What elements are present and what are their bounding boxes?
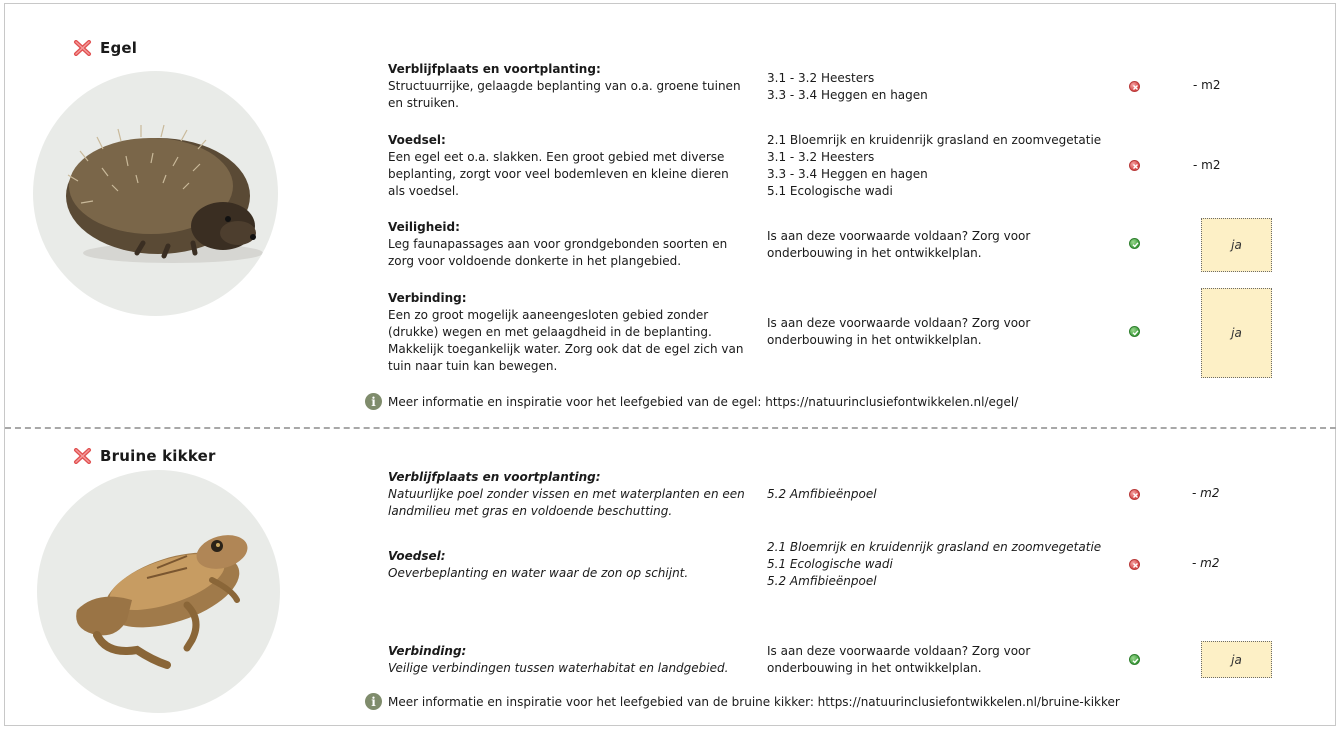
red-x-icon (73, 40, 92, 56)
info-text: Meer informatie en inspiratie voor het leefgebied van de bruine kikker: https://natuurinclusiefontwikkelen.nl/bruine-kikker (388, 694, 1120, 709)
fail-status-icon (1129, 559, 1140, 570)
fail-status-icon (1129, 81, 1140, 92)
confirmation-question: Is aan deze voorwaarde voldaan? Zorg voor onderbouwing in het ontwikkelplan. (767, 644, 1031, 675)
requirement-description: Structuurrijke, gelaagde beplanting van o.a. groene tuinen en struiken. (388, 79, 741, 110)
ok-status-icon (1129, 654, 1140, 665)
hedgehog-photo (33, 71, 278, 316)
habitat-item: 3.3 - 3.4 Heggen en hagen (767, 167, 928, 181)
species-header-egel (73, 39, 137, 57)
requirement-text (388, 643, 748, 677)
requirement-text (388, 61, 748, 112)
requirement-description: Leg faunapassages aan voor grondgebonden soorten en zorg voor voldoende donkerte in het plangebied. (388, 237, 728, 268)
habitat-list (767, 132, 1101, 200)
area-value: - m2 (1192, 486, 1220, 500)
info-row (365, 393, 1018, 410)
frog-photo (37, 470, 280, 713)
requirement-title: Verbinding: (388, 291, 467, 305)
requirement-title: Voedsel: (388, 133, 446, 147)
ok-status-icon (1129, 326, 1140, 337)
habitat-item: 5.2 Amfibieënpoel (767, 487, 877, 501)
requirement-text (388, 548, 748, 582)
requirement-description: Oeverbeplanting en water waar de zon op schijnt. (388, 566, 689, 580)
habitat-item: 3.3 - 3.4 Heggen en hagen (767, 88, 928, 102)
requirement-title: Voedsel: (388, 549, 446, 563)
answer-input[interactable]: ja (1201, 218, 1272, 272)
habitat-item: 5.2 Amfibieënpoel (767, 574, 877, 588)
requirement-description: Een egel eet o.a. slakken. Een groot gebied met diverse beplanting, zorgt voor veel bodemleven en kleine dieren als voedsel. (388, 150, 729, 198)
habitat-item: 2.1 Bloemrijk en kruidenrijk grasland en zoomvegetatie (767, 540, 1102, 554)
habitat-item: 3.1 - 3.2 Heesters (767, 71, 875, 85)
requirement-text (388, 469, 748, 520)
species-name: Bruine kikker (100, 447, 216, 465)
ok-status-icon (1129, 238, 1140, 249)
habitat-item: 3.1 - 3.2 Heesters (767, 150, 875, 164)
requirement-title: Veiligheid: (388, 220, 460, 234)
answer-input[interactable]: ja (1201, 288, 1272, 378)
requirement-text (388, 132, 748, 200)
red-x-icon (73, 448, 92, 464)
fail-status-icon (1129, 160, 1140, 171)
area-value: - m2 (1193, 78, 1221, 92)
requirement-description: Natuurlijke poel zonder vissen en met waterplanten en een landmilieu met gras en voldoende beschutting. (388, 487, 745, 518)
info-row (365, 693, 1120, 710)
species-header-bruine-kikker (73, 447, 216, 465)
habitat-item: 2.1 Bloemrijk en kruidenrijk grasland en zoomvegetatie (767, 133, 1102, 147)
info-text: Meer informatie en inspiratie voor het leefgebied van de egel: https://natuurinclusiefontwikkelen.nl/egel/ (388, 394, 1019, 409)
requirement-text (388, 219, 748, 270)
species-name: Egel (100, 39, 138, 57)
confirmation-question: Is aan deze voorwaarde voldaan? Zorg voor onderbouwing in het ontwikkelplan. (767, 229, 1031, 260)
requirement-title: Verblijfplaats en voortplanting: (388, 62, 601, 76)
habitat-list (767, 70, 928, 104)
area-value: - m2 (1193, 158, 1221, 172)
requirement-title: Verblijfplaats en voortplanting: (388, 470, 601, 484)
confirmation-question: Is aan deze voorwaarde voldaan? Zorg voor onderbouwing in het ontwikkelplan. (767, 316, 1031, 347)
info-icon: i (365, 393, 382, 410)
habitat-item: 5.1 Ecologische wadi (767, 557, 893, 571)
requirement-title: Verbinding: (388, 644, 467, 658)
requirement-description: Veilige verbindingen tussen waterhabitat en landgebied. (388, 661, 729, 675)
requirement-text (388, 290, 748, 375)
habitat-list (767, 539, 1101, 590)
habitat-item: 5.1 Ecologische wadi (767, 184, 893, 198)
section-divider (5, 427, 1336, 429)
area-value: - m2 (1192, 556, 1220, 570)
info-icon: i (365, 693, 382, 710)
requirement-description: Een zo groot mogelijk aaneengesloten gebied zonder (drukke) wegen en met gelaagdheid in de beplanting. Makkelijk toegankelijk water. Zorg ook dat de egel zich van tuin naar tuin kan bewegen. (388, 308, 744, 373)
answer-input[interactable]: ja (1201, 641, 1272, 678)
habitat-list (767, 486, 877, 503)
fail-status-icon (1129, 489, 1140, 500)
